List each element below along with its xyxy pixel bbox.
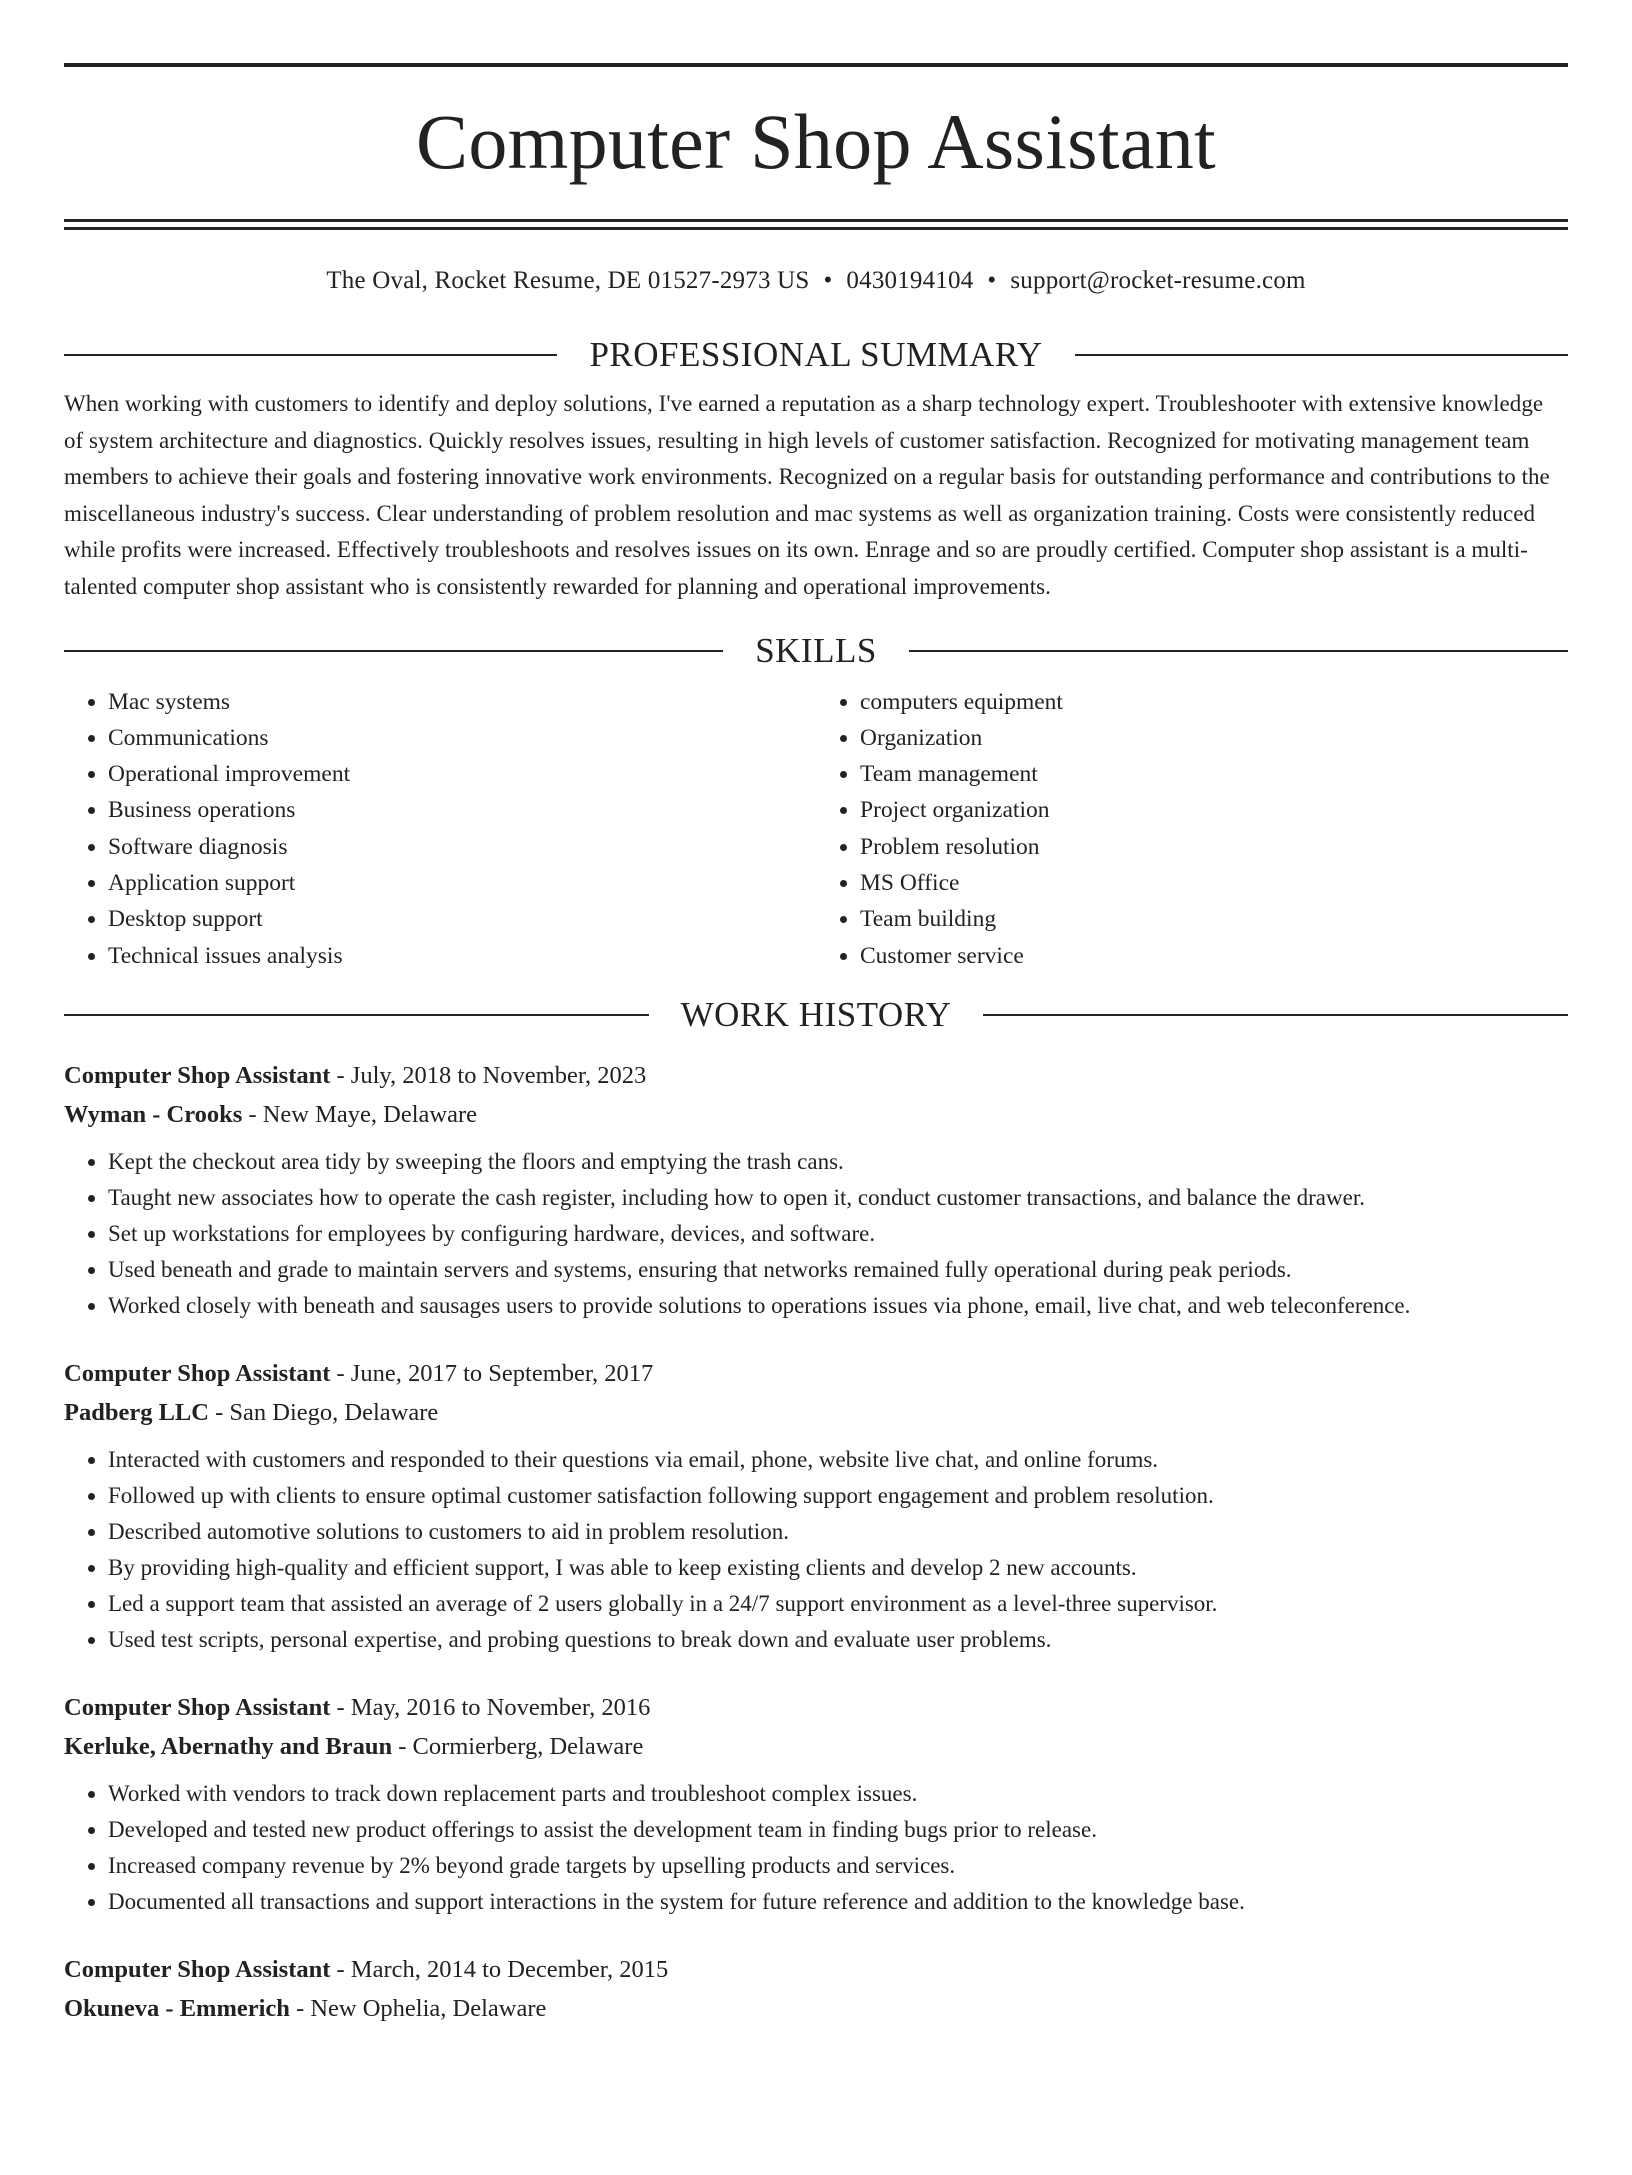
- heading-rule: [64, 650, 723, 652]
- job-bullet: • Worked with vendors to track down replacement parts and troubleshoot complex issues.: [108, 1776, 1568, 1812]
- section-title: PROFESSIONAL SUMMARY: [589, 335, 1043, 374]
- job-title-line: [64, 1688, 1568, 1727]
- top-rule: [64, 63, 1568, 67]
- contact-email: support@rocket-resume.com: [1010, 267, 1306, 294]
- job-bullet: • Interacted with customers and responded to their questions via email, phone, website live chat, and online forums.: [108, 1442, 1568, 1478]
- skill-item: • Desktop support: [108, 901, 816, 937]
- job-title: Computer Shop Assistant: [64, 1693, 331, 1721]
- job-entry: [64, 1950, 1568, 2028]
- skills-column-left: [64, 684, 816, 974]
- section-title: WORK HISTORY: [680, 994, 952, 1034]
- job-company-line: [64, 1727, 1568, 1766]
- summary-text: When working with customers to identify and deploy solutions, I've earned a reputation as a sharp technology expert. Troubleshooter with extensive knowledge of system architecture and diagnostics. Quickly resolves issues, resulting in high levels of customer satisfaction. Recognized for motivating management team members to achieve their goals and fostering innovative work environments. Recognized on a regular basis for outstanding performance and contributions to the miscellaneous industry's success. Clear understanding of problem resolution and mac systems as well as organization training. Costs were consistently reduced while profits were increased. Effectively troubleshoots and resolves issues on its own. Enrage and so are proudly certified. Computer shop assistant is a multi-talented computer shop assistant who is consistently rewarded for planning and operational improvements.: [64, 391, 1550, 599]
- skill-item: • Application support: [108, 865, 816, 901]
- section-heading-skills: [64, 630, 1568, 672]
- job-bullet: • Kept the checkout area tidy by sweeping the floors and emptying the trash cans.: [108, 1144, 1568, 1180]
- job-title: Computer Shop Assistant: [64, 1061, 331, 1089]
- skills-column-right: [816, 684, 1568, 974]
- job-title: Computer Shop Assistant: [64, 1359, 331, 1387]
- job-bullet: • Used beneath and grade to maintain servers and systems, ensuring that networks remained fully operational during peak periods.: [108, 1252, 1568, 1288]
- job-bullets: [64, 1144, 1568, 1324]
- contact-address: The Oval, Rocket Resume, DE 01527-2973 US: [326, 267, 810, 294]
- job-title-line: [64, 1354, 1568, 1393]
- job-company: Padberg LLC: [64, 1398, 209, 1426]
- resume-title: Computer Shop Assistant: [416, 98, 1216, 185]
- skill-item: • Communications: [108, 720, 816, 756]
- contact-phone: 0430194104: [846, 267, 974, 294]
- skill-item: • Problem resolution: [860, 829, 1568, 865]
- skill-item: • Business operations: [108, 792, 816, 828]
- skill-item: • Software diagnosis: [108, 829, 816, 865]
- job-bullet: • Increased company revenue by 2% beyond grade targets by upselling products and services.: [108, 1848, 1568, 1884]
- skill-item: • Customer service: [860, 938, 1568, 974]
- section-title: SKILLS: [755, 630, 877, 670]
- job-bullet: • Set up workstations for employees by configuring hardware, devices, and software.: [108, 1216, 1568, 1252]
- contact-separator: •: [823, 267, 833, 294]
- skill-item: • Team building: [860, 901, 1568, 937]
- job-company-line: [64, 1095, 1568, 1134]
- job-title: Computer Shop Assistant: [64, 1955, 331, 1983]
- job-bullet: • Led a support team that assisted an average of 2 users globally in a 24/7 support environment as a level-three supervisor.: [108, 1586, 1568, 1622]
- job-title-line: [64, 1056, 1568, 1095]
- skills-list: [64, 684, 1568, 974]
- skill-item: • Technical issues analysis: [108, 938, 816, 974]
- skill-item: • Organization: [860, 720, 1568, 756]
- contact-line: [64, 266, 1568, 296]
- skill-item: • Operational improvement: [108, 756, 816, 792]
- skill-item: • Mac systems: [108, 684, 816, 720]
- skill-item: • Team management: [860, 756, 1568, 792]
- job-bullet: • Developed and tested new product offerings to assist the development team in finding bugs prior to release.: [108, 1812, 1568, 1848]
- section-heading-work: [64, 994, 1568, 1036]
- job-dates: - July, 2018 to November, 2023: [330, 1061, 647, 1089]
- heading-rule: [1075, 354, 1568, 356]
- job-bullets: [64, 1776, 1568, 1920]
- job-location: - New Maye, Delaware: [242, 1100, 478, 1128]
- heading-rule: [909, 650, 1568, 652]
- job-company: Kerluke, Abernathy and Braun: [64, 1732, 393, 1760]
- job-company-line: [64, 1989, 1568, 2028]
- job-dates: - May, 2016 to November, 2016: [330, 1693, 651, 1721]
- job-bullet: • Used test scripts, personal expertise, and probing questions to break down and evaluate user problems.: [108, 1622, 1568, 1658]
- job-location: - New Ophelia, Delaware: [289, 1994, 547, 2022]
- job-bullets: [64, 1442, 1568, 1658]
- job-bullet: • Described automotive solutions to customers to aid in problem resolution.: [108, 1514, 1568, 1550]
- job-bullet: • Followed up with clients to ensure optimal customer satisfaction following support engagement and problem resolution.: [108, 1478, 1568, 1514]
- job-bullet: • Documented all transactions and support interactions in the system for future reference and addition to the knowledge base.: [108, 1884, 1568, 1920]
- job-location: - San Diego, Delaware: [208, 1398, 439, 1426]
- job-dates: - March, 2014 to December, 2015: [330, 1955, 669, 1983]
- skill-item: • computers equipment: [860, 684, 1568, 720]
- job-bullet: • Taught new associates how to operate the cash register, including how to open it, conduct customer transactions, and balance the drawer.: [108, 1180, 1568, 1216]
- resume-page: [0, 63, 1632, 2175]
- job-entry: [64, 1688, 1568, 1920]
- job-company: Okuneva - Emmerich: [64, 1994, 290, 2022]
- work-history-list: [64, 1056, 1568, 2028]
- job-company-line: [64, 1393, 1568, 1432]
- job-location: - Cormierberg, Delaware: [392, 1732, 644, 1760]
- heading-rule: [64, 1014, 649, 1016]
- skill-item: • MS Office: [860, 865, 1568, 901]
- job-entry: [64, 1354, 1568, 1658]
- section-heading-summary: [64, 334, 1568, 376]
- job-bullet: • By providing high-quality and efficient support, I was able to keep existing clients and develop 2 new accounts.: [108, 1550, 1568, 1586]
- title-double-rule: [64, 219, 1568, 230]
- heading-rule: [983, 1014, 1568, 1016]
- job-bullet: • Worked closely with beneath and sausages users to provide solutions to operations issues via phone, email, live chat, and web teleconference.: [108, 1288, 1568, 1324]
- heading-rule: [64, 354, 557, 356]
- contact-separator: •: [987, 267, 997, 294]
- job-title-line: [64, 1950, 1568, 1989]
- job-dates: - June, 2017 to September, 2017: [330, 1359, 654, 1387]
- skill-item: • Project organization: [860, 792, 1568, 828]
- job-company: Wyman - Crooks: [64, 1100, 243, 1128]
- job-entry: [64, 1056, 1568, 1324]
